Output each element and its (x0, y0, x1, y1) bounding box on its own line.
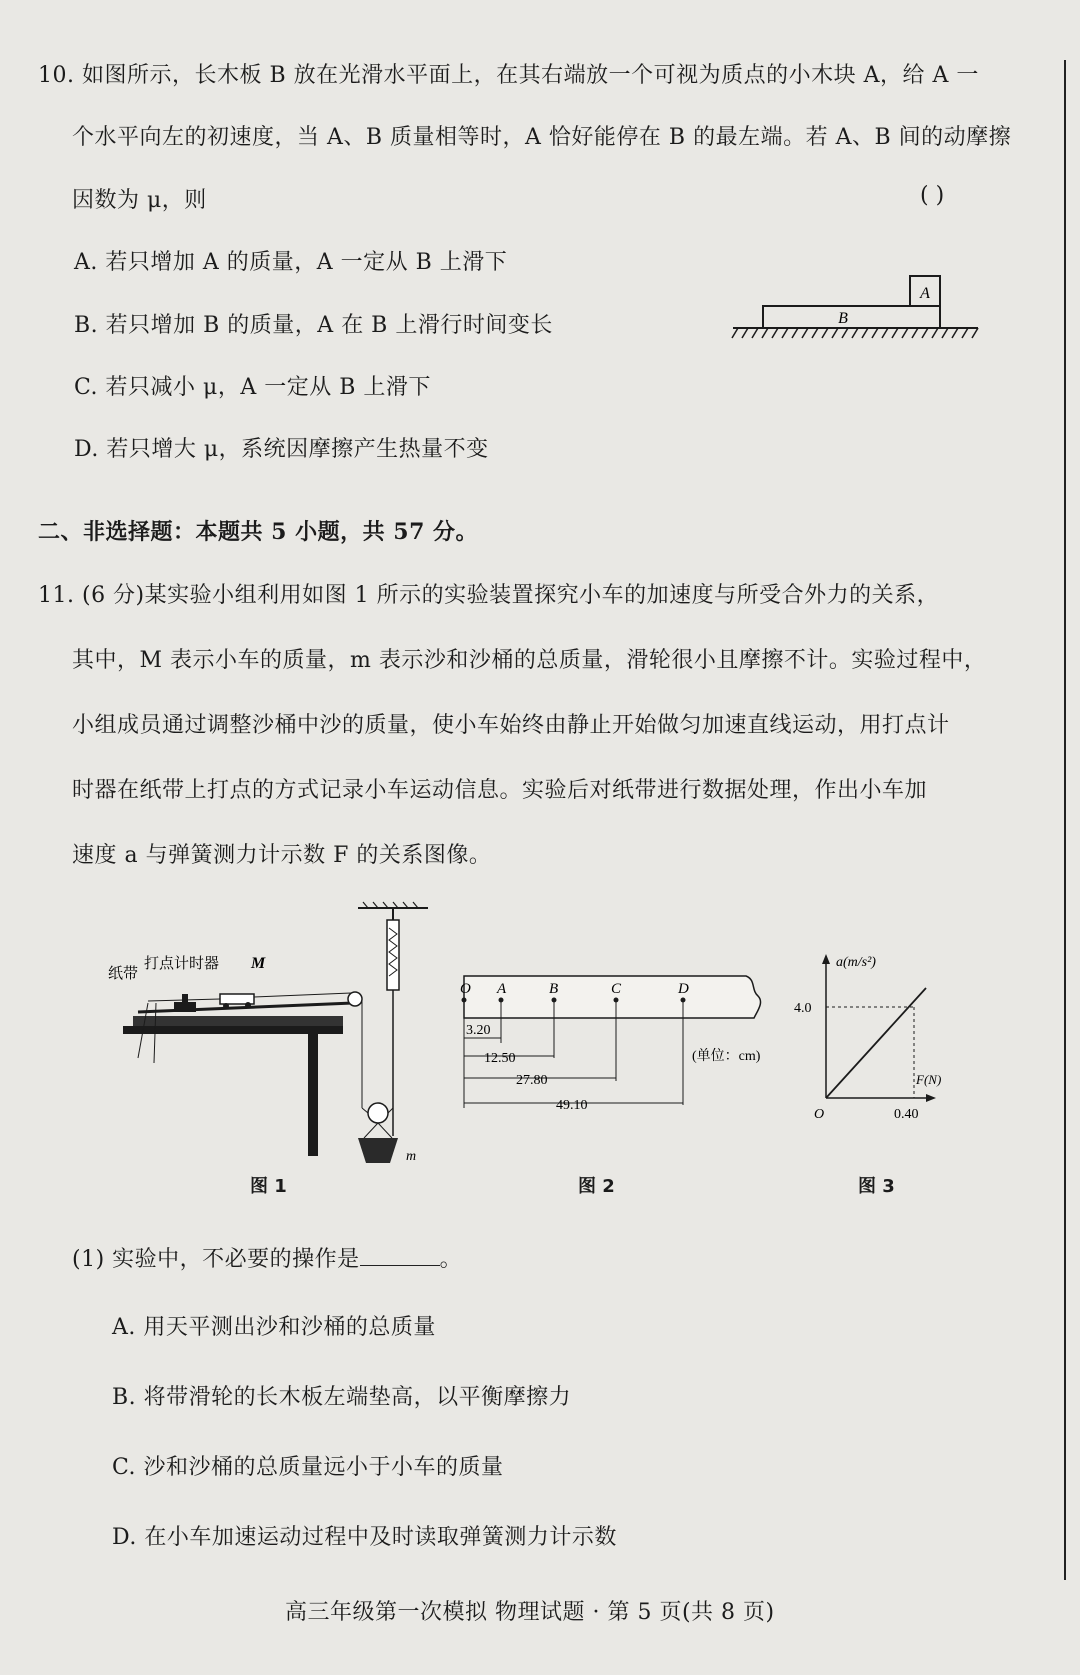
block-a-label: A (920, 285, 930, 302)
answer-paren: ( ) (920, 183, 945, 208)
ground-hatch (732, 328, 978, 338)
timer-device (174, 1002, 196, 1012)
board-b-label: B (838, 310, 848, 327)
cart-mass-label: M (251, 955, 266, 972)
x-tick: 0.40 (894, 1107, 919, 1122)
tape-label: 纸带 (108, 966, 139, 982)
dist-oa: 3.20 (466, 1023, 491, 1038)
figure-1-caption: 图 1 (250, 1176, 287, 1197)
q10-option-c: C. 若只减小 μ，A 一定从 B 上滑下 (74, 375, 431, 400)
q11-line5: 速度 a 与弹簧测力计示数 F 的关系图像。 (72, 843, 492, 868)
point-o: O (460, 981, 471, 997)
point-a: A (497, 981, 507, 997)
bucket-mass-label: m (406, 1149, 417, 1164)
origin-label: O (814, 1107, 825, 1122)
point-b: B (549, 981, 559, 997)
point-c: C (611, 981, 622, 997)
q10-option-a: A. 若只增加 A 的质量，A 一定从 B 上滑下 (74, 250, 508, 275)
dist-oc: 27.80 (516, 1073, 548, 1088)
q10-option-d: D. 若只增大 μ，系统因摩擦产生热量不变 (74, 437, 489, 462)
dist-ob: 12.50 (484, 1051, 516, 1066)
q11-line1: 11. (6 分)某实验小组利用如图 1 所示的实验装置探究小车的加速度与所受合外力的关系， (38, 583, 940, 608)
page-footer: 高三年级第一次模拟 物理试题 · 第 5 页(共 8 页) (285, 1600, 775, 1625)
q11-option-b: B. 将带滑轮的长木板左端垫高，以平衡摩擦力 (112, 1385, 572, 1410)
section-heading: 二、非选择题：本题共 5 小题，共 57 分。 (38, 519, 479, 545)
tape-unit: (单位：cm) (692, 1049, 761, 1064)
figure-2-tape (446, 968, 796, 1128)
q10-option-b: B. 若只增加 B 的质量，A 在 B 上滑行时间变长 (74, 313, 553, 338)
q11-sub1-stem (72, 1242, 462, 1273)
figure-3-graph (780, 948, 950, 1128)
x-axis-label: F(N) (916, 1072, 942, 1087)
answer-blank[interactable] (360, 1245, 440, 1266)
y-tick: 4.0 (794, 1001, 812, 1016)
sand-bucket (358, 1138, 398, 1163)
figure-1-apparatus (108, 898, 438, 1168)
dist-od: 49.10 (556, 1098, 588, 1113)
q11-option-a: A. 用天平测出沙和沙桶的总质量 (112, 1315, 436, 1340)
q11-line3: 小组成员通过调整沙桶中沙的质量，使小车始终由静止开始做匀加速直线运动，用打点计 (72, 713, 950, 738)
q10-line1: 10. 如图所示，长木板 B 放在光滑水平面上，在其右端放一个可视为质点的小木块 A，给 A 一 (38, 63, 979, 88)
figure-3-caption: 图 3 (858, 1176, 895, 1197)
q11-line2: 其中，M 表示小车的质量，m 表示沙和沙桶的总质量，滑轮很小且摩擦不计。实验过程中， (72, 648, 987, 673)
y-axis-label: a(m/s²) (836, 955, 876, 970)
graph-line (826, 988, 926, 1098)
table-pulley (348, 992, 362, 1006)
q10-line3: 因数为 μ，则 (72, 188, 207, 213)
table-leg (308, 1034, 318, 1156)
timer-label: 打点计时器 (144, 956, 220, 972)
movable-pulley (368, 1103, 388, 1123)
table-top (133, 1016, 343, 1026)
figure-2-caption: 图 2 (578, 1176, 615, 1197)
point-d: D (678, 981, 689, 997)
board-b (763, 306, 940, 328)
q11-option-c: C. 沙和沙桶的总质量远小于小车的质量 (112, 1455, 504, 1480)
q11-line4: 时器在纸带上打点的方式记录小车运动信息。实验后对纸带进行数据处理，作出小车加 (72, 778, 928, 803)
page-border (1064, 60, 1066, 1580)
q10-line2: 个水平向左的初速度，当 A、B 质量相等时，A 恰好能停在 B 的最左端。若 A、B 间的动摩擦 (72, 125, 1012, 150)
q11-option-d: D. 在小车加速运动过程中及时读取弹簧测力计示数 (112, 1525, 617, 1550)
q10-board-figure (728, 268, 988, 348)
q11-sub1-prefix: (1) 实验中，不必要的操作是 (72, 1247, 360, 1272)
q11-sub1-suffix: 。 (439, 1247, 463, 1272)
